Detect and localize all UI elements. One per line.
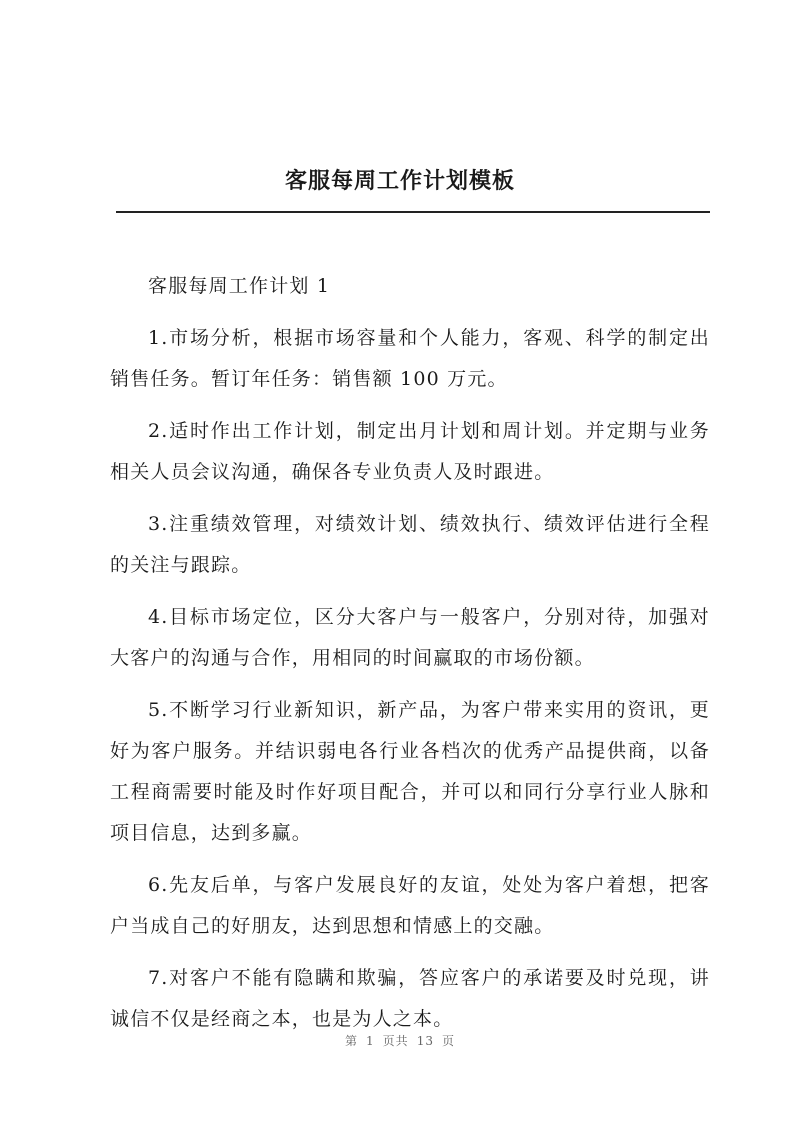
paragraph-item-6: 6.先友后单，与客户发展良好的友谊，处处为客户着想，把客户当成自己的好朋友，达到思想和情感上的交融。 (110, 874, 710, 937)
title-divider (116, 211, 710, 213)
section-heading: 客服每周工作计划 1 (148, 275, 331, 297)
paragraph-item-5: 5.不断学习行业新知识，新产品，为客户带来实用的资讯，更好为客户服务。并结识弱电各行业各档次的优秀产品提供商，以备工程商需要时能及时作好项目配合，并可以和同行分享行业人脉和项目信息，达到多赢。 (110, 699, 710, 844)
paragraph-item-1: 1.市场分析，根据市场容量和个人能力，客观、科学的制定出销售任务。暂订年任务：销售额 100 万元。 (110, 327, 710, 390)
footer-page-end-label: 页 (441, 1034, 455, 1048)
document-body (110, 266, 710, 1051)
paragraph-item-3: 3.注重绩效管理，对绩效计划、绩效执行、绩效评估进行全程的关注与跟踪。 (110, 513, 710, 576)
paragraph-item-4: 4.目标市场定位，区分大客户与一般客户，分别对待，加强对大客户的沟通与合作，用相同的时间赢取的市场份额。 (110, 606, 710, 669)
footer-page-of-label: 页共 (382, 1034, 409, 1048)
footer-total-pages: 13 (416, 1034, 434, 1048)
page-footer (0, 1032, 800, 1049)
paragraph-item-7: 7.对客户不能有隐瞒和欺骗，答应客户的承诺要及时兑现，讲诚信不仅是经商之本，也是为人之本。 (110, 967, 710, 1030)
paragraph-item-2: 2.适时作出工作计划，制定出月计划和周计划。并定期与业务相关人员会议沟通，确保各专业负责人及时跟进。 (110, 420, 710, 483)
footer-page-label: 第 (345, 1034, 359, 1048)
footer-current-page: 1 (366, 1034, 375, 1048)
page-title: 客服每周工作计划模板 (284, 168, 515, 194)
